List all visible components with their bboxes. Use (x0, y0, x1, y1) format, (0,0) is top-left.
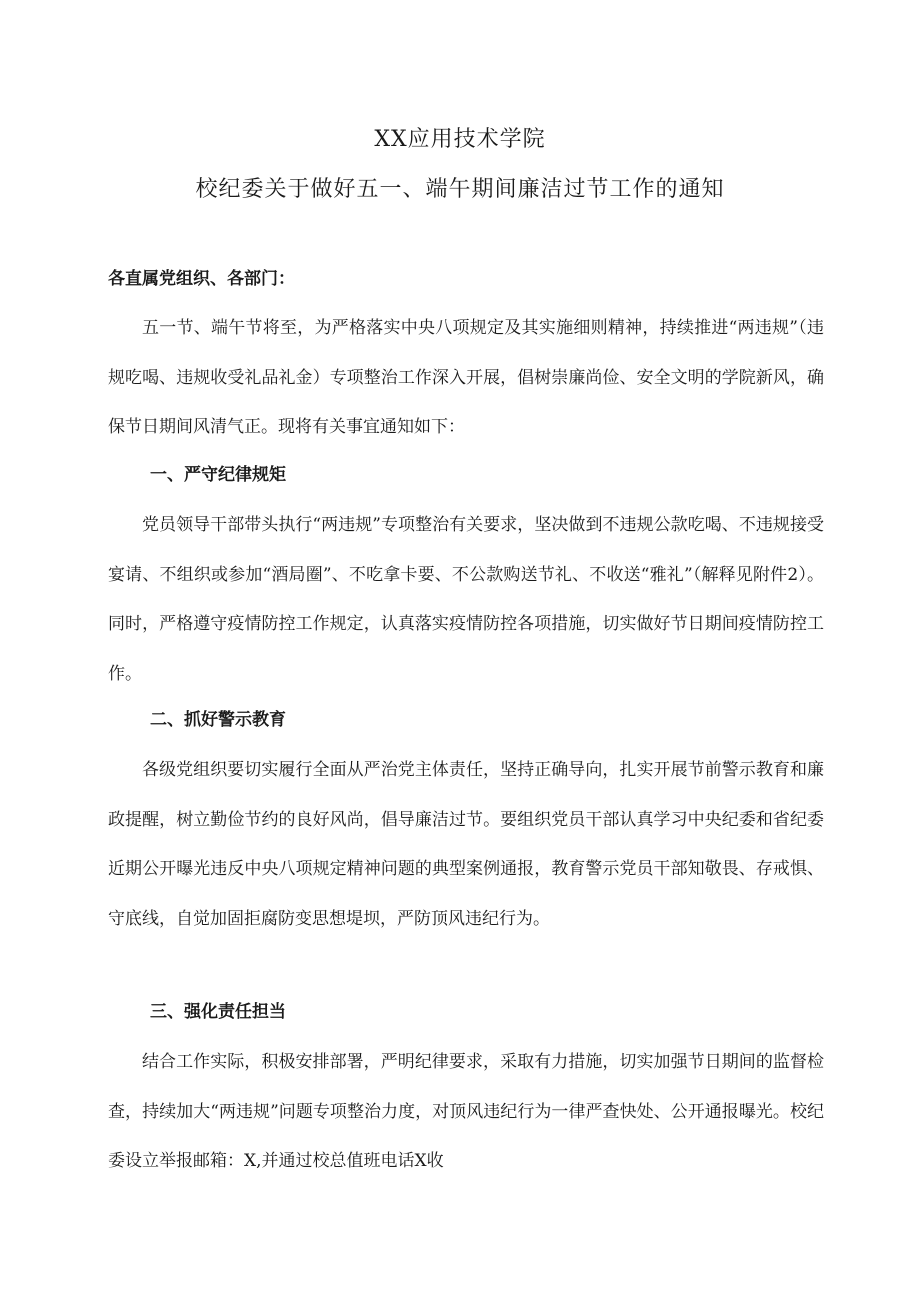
intro-paragraph: 五一节、端午节将至，为严格落实中央八项规定及其实施细则精神，持续推进“两违规”（违规吃喝、违规收受礼品礼金）专项整治工作深入开展，倡树崇廉尚俭、安全文明的学院新风，确保节日期间风清气正。现将有关事宜通知如下： (108, 318, 824, 437)
section-body-2: 各级党组织要切实履行全面从严治党主体责任，坚持正确导向，扎实开展节前警示教育和廉政提醒，树立勤俭节约的良好风尚，倡导廉洁过节。要组织党员干部认真学习中央纪委和省纪委近期公开曝光违反中央八项规定精神问题的典型案例通报，教育警示党员干部知敬畏、存戒惧、守底线，自觉加固拒腐防变思想堤坝，严防顶风违纪行为。 (108, 760, 824, 929)
section-heading-2: 二、抓好警示教育 (150, 710, 286, 730)
section-body-3: 结合工作实际，积极安排部署，严明纪律要求，采取有力措施，切实加强节日期间的监督检查，持续加大“两违规”问题专项整治力度，对顶风违纪行为一律严查快处、公开通报曝光。校纪委设立举报邮箱：X,并通过校总值班电话X收 (108, 1052, 824, 1171)
section-body-1: 党员领导干部带头执行“两违规”专项整治有关要求，坚决做到不违规公款吃喝、不违规接受宴请、不组织或参加“酒局圈”、不吃拿卡要、不公款购送节礼、不收送“雅礼”（解释见附件2）。同时，严格遵守疫情防控工作规定，认真落实疫情防控各项措施，切实做好节日期间疫情防控工作。 (108, 515, 824, 684)
document-title-institution: XX应用技术学院 (374, 127, 546, 152)
section-heading-1: 一、严守纪律规矩 (150, 465, 286, 485)
salutation: 各直属党组织、各部门： (108, 269, 295, 289)
section-heading-3: 三、强化责任担当 (150, 1002, 286, 1022)
document-title-notice: 校纪委关于做好五一、端午期间廉洁过节工作的通知 (195, 177, 725, 202)
